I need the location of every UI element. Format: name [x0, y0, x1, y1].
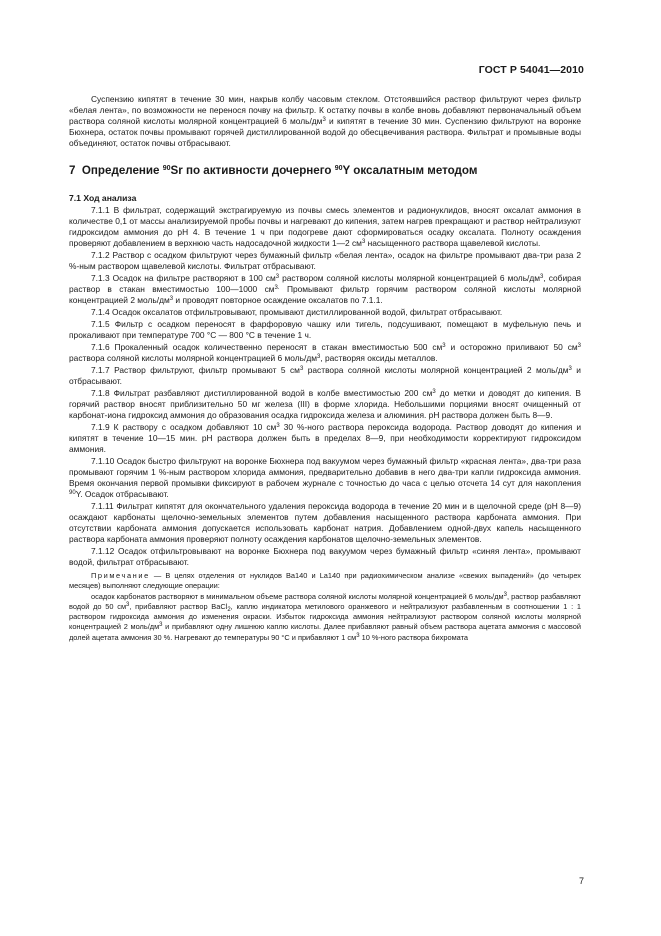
note-intro: Примечание — В целях отделения от нуклидов Ba140 и La140 при радиохимическом анализе «свежих выпадений» (до четырех месяцев) выполняют следующие операции:	[69, 571, 581, 591]
step-7-1-6: 7.1.6 Прокаленный осадок количественно переносят в стакан вместимостью 500 $см^3$ и осторожно приливают 50 $см^3$ раствора соляной кислоты молярной концентрацией 6 моль/$дм^3$, растворяя оксиды металлов.	[69, 342, 581, 363]
subsection-title: 7.1 Ход анализа	[69, 193, 137, 203]
note-block	[69, 571, 581, 643]
note-procedure: осадок карбонатов растворяют в минимальном объеме раствора соляной кислоты молярной концентрацией 6 моль/$дм^3$, раствор разбавляют водой до 50 $см^3$, прибавляют раствор BaCl$_2$, каплю индикатора метилового оранжевого и нейтрализуют разбавленным в соотношении 1 : 1 раствором гидроксида аммония до изменения окраски. Избыток гидроксида аммония нейтрализуют раствором соляной кислоты молярной концентрацией 2 моль/$дм^3$ и прибавляют одну лишнюю каплю кислоты. Далее прибавляют равный объем раствора ацетата аммония с массовой долей ацетата аммония 30 %. Нагревают до температуры 90 °С и прибавляют 1 $см^3$ 10 %-ного раствора бихромата	[69, 591, 581, 642]
step-7-1-11: 7.1.11 Фильтрат кипятят для окончательного удаления пероксида водорода в течение 20 мин и в щелочной среде (pH 8—9) осаждают карбонаты щелочно-земельных элементов путем добавления насыщенного раствора карбоната аммония. При отсутствии карбоната аммония допускается использовать карбонат натрия. Добавлением одной-двух капель насыщенного раствора карбоната аммония проверяют полноту осаждения карбонатов щелочно-земельных элементов.	[69, 501, 581, 544]
step-7-1-2: 7.1.2 Раствор с осадком фильтруют через бумажный фильтр «белая лента», осадок на фильтре промывают два-три раза 2 %-ным раствором щавелевой кислоты. Фильтрат отбрасывают.	[69, 250, 581, 271]
step-7-1-12: 7.1.12 Осадок отфильтровывают на воронке Бюхнера под вакуумом через бумажный фильтр «синяя лента», промывают водой, фильтрат отбрасывают.	[69, 546, 581, 567]
step-7-1-5: 7.1.5 Фильтр с осадком переносят в фарфоровую чашку или тигель, подсушивают, помещают в муфельную печь и прокаливают при температуре 700 °С — 800 °С в течение 1 ч.	[69, 319, 581, 340]
step-7-1-4: 7.1.4 Осадок оксалатов отфильтровывают, промывают дистиллированной водой, фильтрат отбрасывают.	[91, 307, 503, 317]
section-title: 7 Определение $^{90}$Sr по активности дочернего $^{90}$Y оксалатным методом	[69, 164, 478, 177]
step-7-1-8: 7.1.8 Фильтрат разбавляют дистиллированной водой в колбе вместимостью 200 $см^3$ до метки и доводят до кипения. В горячий раствор вносят приблизительно 50 мг железа (III) в форме хлорида. Небольшими порциями вносят очищенный от карбонат-иона гидроксид аммония до образования осадка гидроксида железа и алюминия. pH раствора должен быть 8—9.	[69, 388, 581, 420]
note-label: Примечание	[91, 571, 150, 580]
step-7-1-9: 7.1.9 К раствору с осадком добавляют 10 $см^3$ 30 %-ного раствора пероксида водорода. Раствор доводят до кипения и кипятят в течение 10—15 мин. pH раствора должен быть в пределах 8—9, при необходимости корректируют гидроксидом аммония.	[69, 422, 581, 454]
page-number: 7	[578, 876, 584, 886]
step-7-1-10: 7.1.10 Осадок быстро фильтруют на воронке Бюхнера под вакуумом через бумажный фильтр «красная лента», два-три раза промывают горячим 1 %-ным раствором хлорида аммония, предварительно добавив в него два-три капли гидроксида аммония. Время окончания первой промывки фиксируют в рабочем журнале с точностью до часа с целью отсчета 14 сут для накопления $^{90}$Y. Осадок отбрасывают.	[69, 456, 581, 499]
step-7-1-7: 7.1.7 Раствор фильтруют, фильтр промывают 5 $см^3$ раствора соляной кислоты молярной концентрацией 2 моль/$дм^3$ и отбрасывают.	[69, 365, 581, 386]
step-7-1-1: 7.1.1 В фильтрат, содержащий экстрагируемую из почвы смесь элементов и радионуклидов, вносят оксалат аммония в количестве 0,1 от массы анализируемой пробы почвы и нагревают до кипения, затем нагрев прекращают и раствор нейтрализуют гидроксидом аммония до pH 4. В течение 1 ч при подогреве дают сформироваться осадку оксалата. Полноту осаждения проверяют добавлением в верхнюю часть надосадочной жидкости 1—2 $см^3$ насыщенного раствора щавелевой кислоты.	[69, 205, 581, 248]
intro-paragraph: Суспензию кипятят в течение 30 мин, накрыв колбу часовым стеклом. Отстоявшийся раствор фильтруют через фильтр «белая лента», по возможности не перенося почву на фильтр. К остатку почвы в колбе вновь добавляют первоначальный объем раствора соляной кислоты молярной концентрацией 6 моль/$дм^3$ и кипятят в течение 30 мин. Суспензию фильтруют на воронке Бюхнера, остаток почвы промывают горячей дистиллированной водой до обесцвечивания раствора. Фильтрат и промывные воды объединяют, остаток почвы отбрасывают.	[69, 94, 582, 148]
document-code: ГОСТ Р 54041—2010	[478, 64, 584, 76]
page-content	[69, 94, 581, 643]
step-7-1-3: 7.1.3 Осадок на фильтре растворяют в 100 $см^3$ раствором соляной кислоты молярной концентрацией 6 моль/$дм^3$, собирая раствор в стакан вместимостью 100—1000 $см^{3.}$ Промывают фильтр горячим раствором соляной кислоты молярной концентрацией 2 моль/$дм^3$ и проводят повторное осаждение оксалатов по 7.1.1.	[69, 273, 582, 305]
